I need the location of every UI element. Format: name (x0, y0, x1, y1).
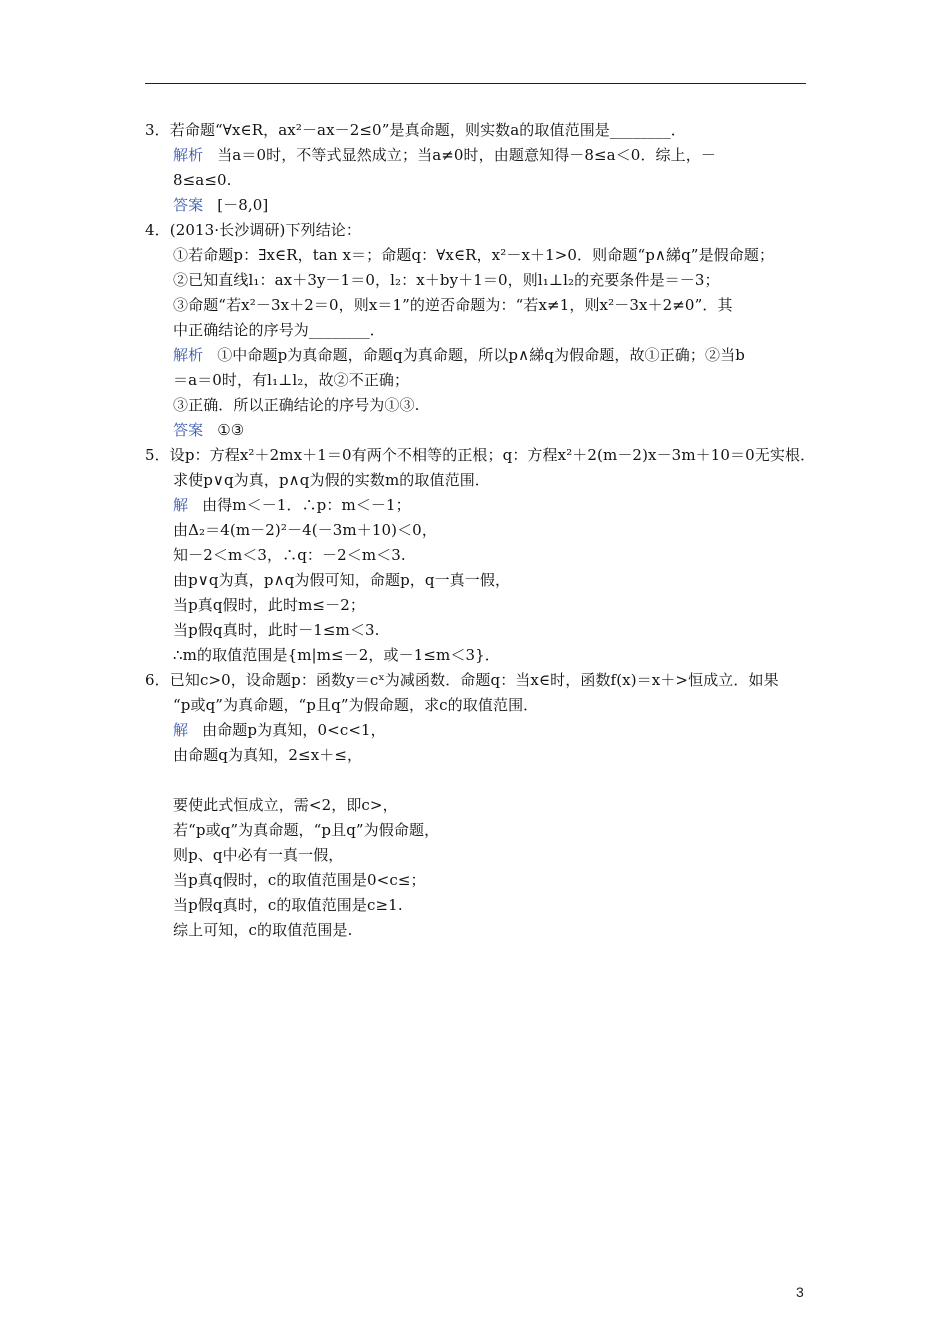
line-text: ＝a＝0时，有l₁⊥l₂，故②不正确； (173, 371, 410, 389)
document-body (145, 118, 815, 943)
line-text: 当p真q假时，c的取值范围是0<c≤； (173, 871, 426, 889)
solution-line (145, 343, 815, 368)
solution-line (145, 243, 815, 268)
line-text: 要使此式恒成立，需<2，即c>， (173, 796, 398, 814)
line-text: 5．设p：方程x²＋2mx＋1＝0有两个不相等的正根；q：方程x²＋2(m－2)x－3m＋10＝0无实根． (145, 446, 816, 464)
line-text: 4．(2013·长沙调研)下列结论： (145, 221, 361, 239)
solution-label: 解 (173, 496, 189, 514)
header-rule (145, 83, 806, 84)
line-text: 由p∨q为真，p∧q为假可知，命题p，q一真一假， (173, 571, 511, 589)
line-text: 8≤a≤0. (173, 171, 232, 189)
line-text: 求使p∨q为真，p∧q为假的实数m的取值范围． (173, 471, 490, 489)
solution-label: 解析 (173, 346, 204, 364)
solution-line (145, 393, 815, 418)
solution-line (145, 693, 815, 718)
line-text: 当p真q假时，此时m≤－2； (173, 596, 365, 614)
problem-block (145, 443, 815, 668)
solution-line (145, 318, 815, 343)
solution-line (145, 918, 815, 943)
solution-line (145, 368, 815, 393)
solution-line (145, 418, 815, 443)
solution-line (145, 843, 815, 868)
problem-block (145, 218, 815, 443)
solution-line (145, 268, 815, 293)
line-text: 当a＝0时，不等式显然成立；当a≠0时，由题意知得－8≤a＜0．综上，－ (217, 146, 716, 164)
solution-line (145, 518, 815, 543)
page-number: 3 (796, 1284, 804, 1300)
solution-line (145, 818, 815, 843)
line-text: ②已知直线l₁：ax＋3y－1＝0，l₂：x＋by＋1＝0，则l₁⊥l₂的充要条件是＝－3； (173, 271, 720, 289)
line-text: 当p假q真时，c的取值范围是c≥1. (173, 896, 403, 914)
solution-line (145, 468, 815, 493)
line-text: ∴m的取值范围是{m|m≤－2，或－1≤m＜3}． (173, 646, 500, 664)
problem-block (145, 668, 815, 943)
problem-statement-line (145, 118, 815, 143)
solution-line (145, 193, 815, 218)
solution-label: 解 (173, 721, 189, 739)
line-text: 6．已知c>0，设命题p：函数y＝cˣ为减函数．命题q：当x∈时，函数f(x)＝x＋>恒成立．如果 (145, 671, 779, 689)
solution-line (145, 618, 815, 643)
line-text: 若“p或q”为真命题，“p且q”为假命题， (173, 821, 440, 839)
line-text: 由得m＜－1．∴p：m＜－1； (202, 496, 411, 514)
line-text: 知－2＜m＜3，∴q：－2＜m＜3. (173, 546, 406, 564)
solution-line (145, 593, 815, 618)
solution-line (145, 168, 815, 193)
solution-line (145, 718, 815, 743)
solution-line (145, 543, 815, 568)
line-text: 3．若命题“∀x∈R，ax²－ax－2≤0”是真命题，则实数a的取值范围是________． (145, 121, 686, 139)
solution-line (145, 643, 815, 668)
solution-line (145, 793, 815, 818)
solution-line (145, 293, 815, 318)
solution-line (145, 568, 815, 593)
solution-line (145, 893, 815, 918)
problem-statement-line (145, 443, 815, 468)
solution-label: 解析 (173, 146, 204, 164)
line-text: 中正确结论的序号为________． (173, 321, 385, 339)
line-text: ①若命题p：∃x∈R，tan x＝；命题q：∀x∈R，x²－x＋1>0．则命题“p∧綈q”是假命题； (173, 246, 775, 264)
solution-line (145, 868, 815, 893)
line-text: 由Δ₂＝4(m－2)²－4(－3m＋10)＜0， (173, 521, 437, 539)
line-text: [－8,0] (217, 196, 269, 214)
line-text: ①③ (217, 421, 245, 439)
line-text: 综上可知，c的取值范围是. (173, 921, 353, 939)
line-text: “p或q”为真命题，“p且q”为假命题，求c的取值范围． (173, 696, 539, 714)
solution-label: 答案 (173, 421, 204, 439)
line-text: 则p、q中必有一真一假， (173, 846, 344, 864)
solution-line (145, 743, 815, 768)
line-text: ③正确．所以正确结论的序号为①③. (173, 396, 420, 414)
problem-statement-line (145, 668, 815, 693)
solution-label: 答案 (173, 196, 204, 214)
line-text: 当p假q真时，此时－1≤m＜3. (173, 621, 380, 639)
line-text: 由命题p为真知，0<c<1， (202, 721, 386, 739)
problem-block (145, 118, 815, 218)
line-text: ③命题“若x²－3x＋2＝0，则x＝1”的逆否命题为：“若x≠1，则x²－3x＋2≠0”．其 (173, 296, 733, 314)
problem-statement-line (145, 218, 815, 243)
solution-line (145, 493, 815, 518)
line-text: 由命题q为真知，2≤x＋≤， (173, 746, 363, 764)
solution-line (145, 143, 815, 168)
blank-line (145, 768, 815, 793)
line-text: ①中命题p为真命题，命题q为真命题，所以p∧綈q为假命题，故①正确；②当b (217, 346, 745, 364)
